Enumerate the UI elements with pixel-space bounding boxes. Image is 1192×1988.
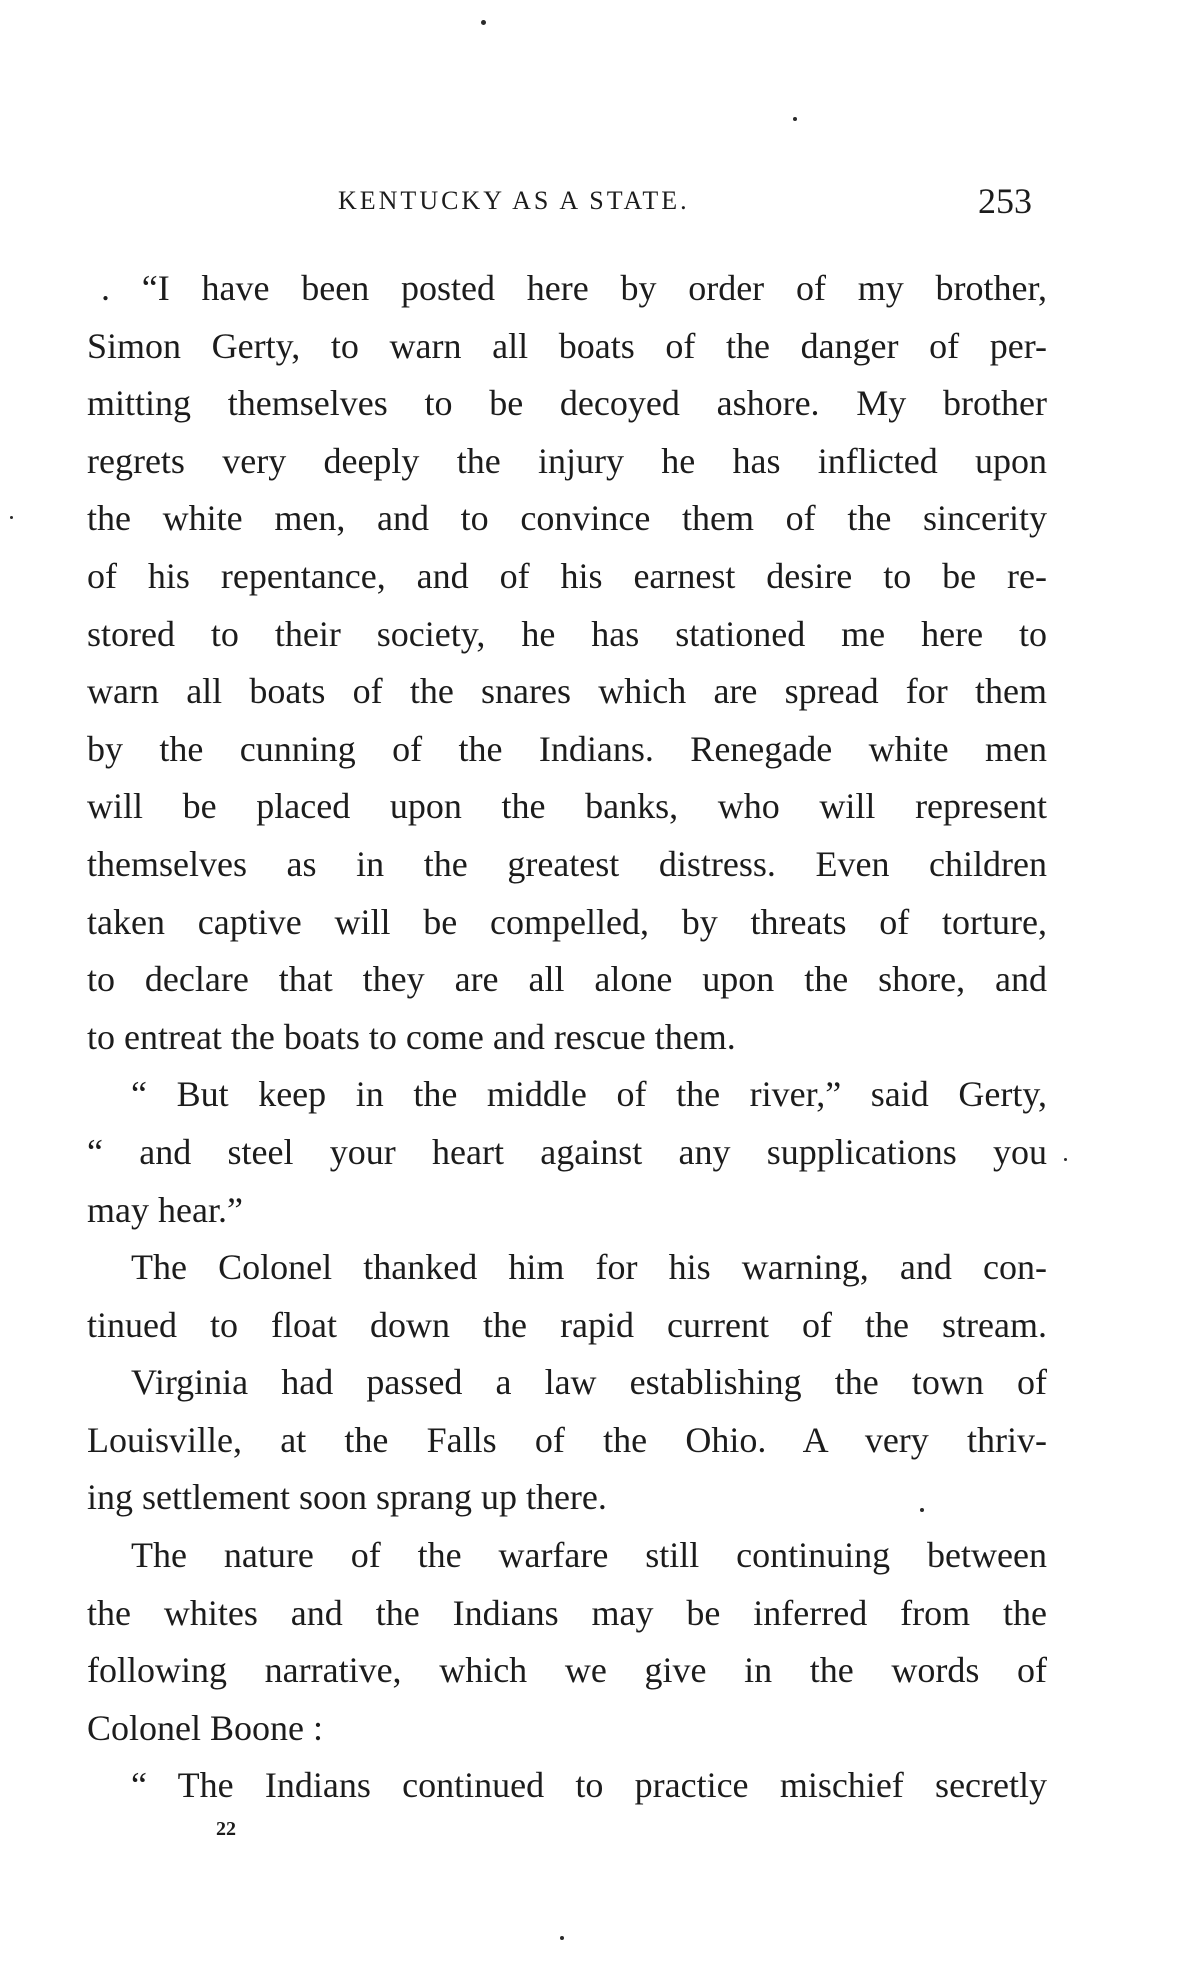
text-line: The Colonel thanked him for his warning, and con- (131, 1247, 1047, 1288)
text-line: “ The Indians continued to practice mischief secretly (131, 1765, 1047, 1806)
signature-mark: 22 (216, 1818, 236, 1840)
text-line: taken captive will be compelled, by threats of torture, (87, 901, 1047, 942)
text-line: mitting themselves to be decoyed ashore. My brother (87, 383, 1047, 424)
text-line: by the cunning of the Indians. Renegade white men (87, 728, 1047, 769)
text-line: the white men, and to convince them of the sincerity (87, 498, 1047, 539)
text-line: Colonel Boone : (87, 1707, 323, 1748)
text-line: tinued to float down the rapid current of the stream. (87, 1304, 1047, 1345)
text-line: the whites and the Indians may be inferred from the (87, 1592, 1047, 1633)
text-line: . “I have been posted here by order of my brother, (101, 268, 1047, 308)
text-line: will be placed upon the banks, who will represent (87, 786, 1047, 827)
text-line: to declare that they are all alone upon the shore, and (87, 959, 1047, 1000)
running-head (0, 180, 1192, 230)
text-line: warn all boats of the snares which are spread for them (87, 671, 1047, 712)
text-line: stored to their society, he has stationed me here to (87, 613, 1047, 654)
ink-speck (560, 1936, 564, 1940)
text-line: of his repentance, and of his earnest desire to be re- (87, 555, 1047, 596)
text-line: themselves as in the greatest distress. Even children (87, 843, 1047, 884)
text-line: “ But keep in the middle of the river,” said Gerty, (131, 1074, 1047, 1115)
text-line: Louisville, at the Falls of the Ohio. A very thriv- (87, 1419, 1047, 1460)
ink-speck (481, 20, 486, 25)
page-number: 253 (978, 181, 1032, 221)
text-line: ing settlement soon sprang up there. (87, 1477, 607, 1518)
text-line: regrets very deeply the injury he has inflicted upon (87, 440, 1047, 481)
text-line: Simon Gerty, to warn all boats of the danger of per- (87, 325, 1047, 366)
ink-speck (10, 516, 13, 519)
running-title: KENTUCKY AS A STATE. (338, 186, 690, 215)
text-line: Virginia had passed a law establishing the town of (131, 1362, 1047, 1403)
text-line: to entreat the boats to come and rescue them. (87, 1016, 736, 1057)
text-line: following narrative, which we give in the words of (87, 1650, 1047, 1691)
body-text (87, 260, 1047, 1815)
ink-speck (793, 117, 797, 121)
text-line: The nature of the warfare still continuing between (131, 1535, 1047, 1576)
ink-speck (1064, 1158, 1067, 1161)
text-line: “ and steel your heart against any supplications you (87, 1131, 1047, 1172)
text-line: may hear.” (87, 1189, 243, 1230)
